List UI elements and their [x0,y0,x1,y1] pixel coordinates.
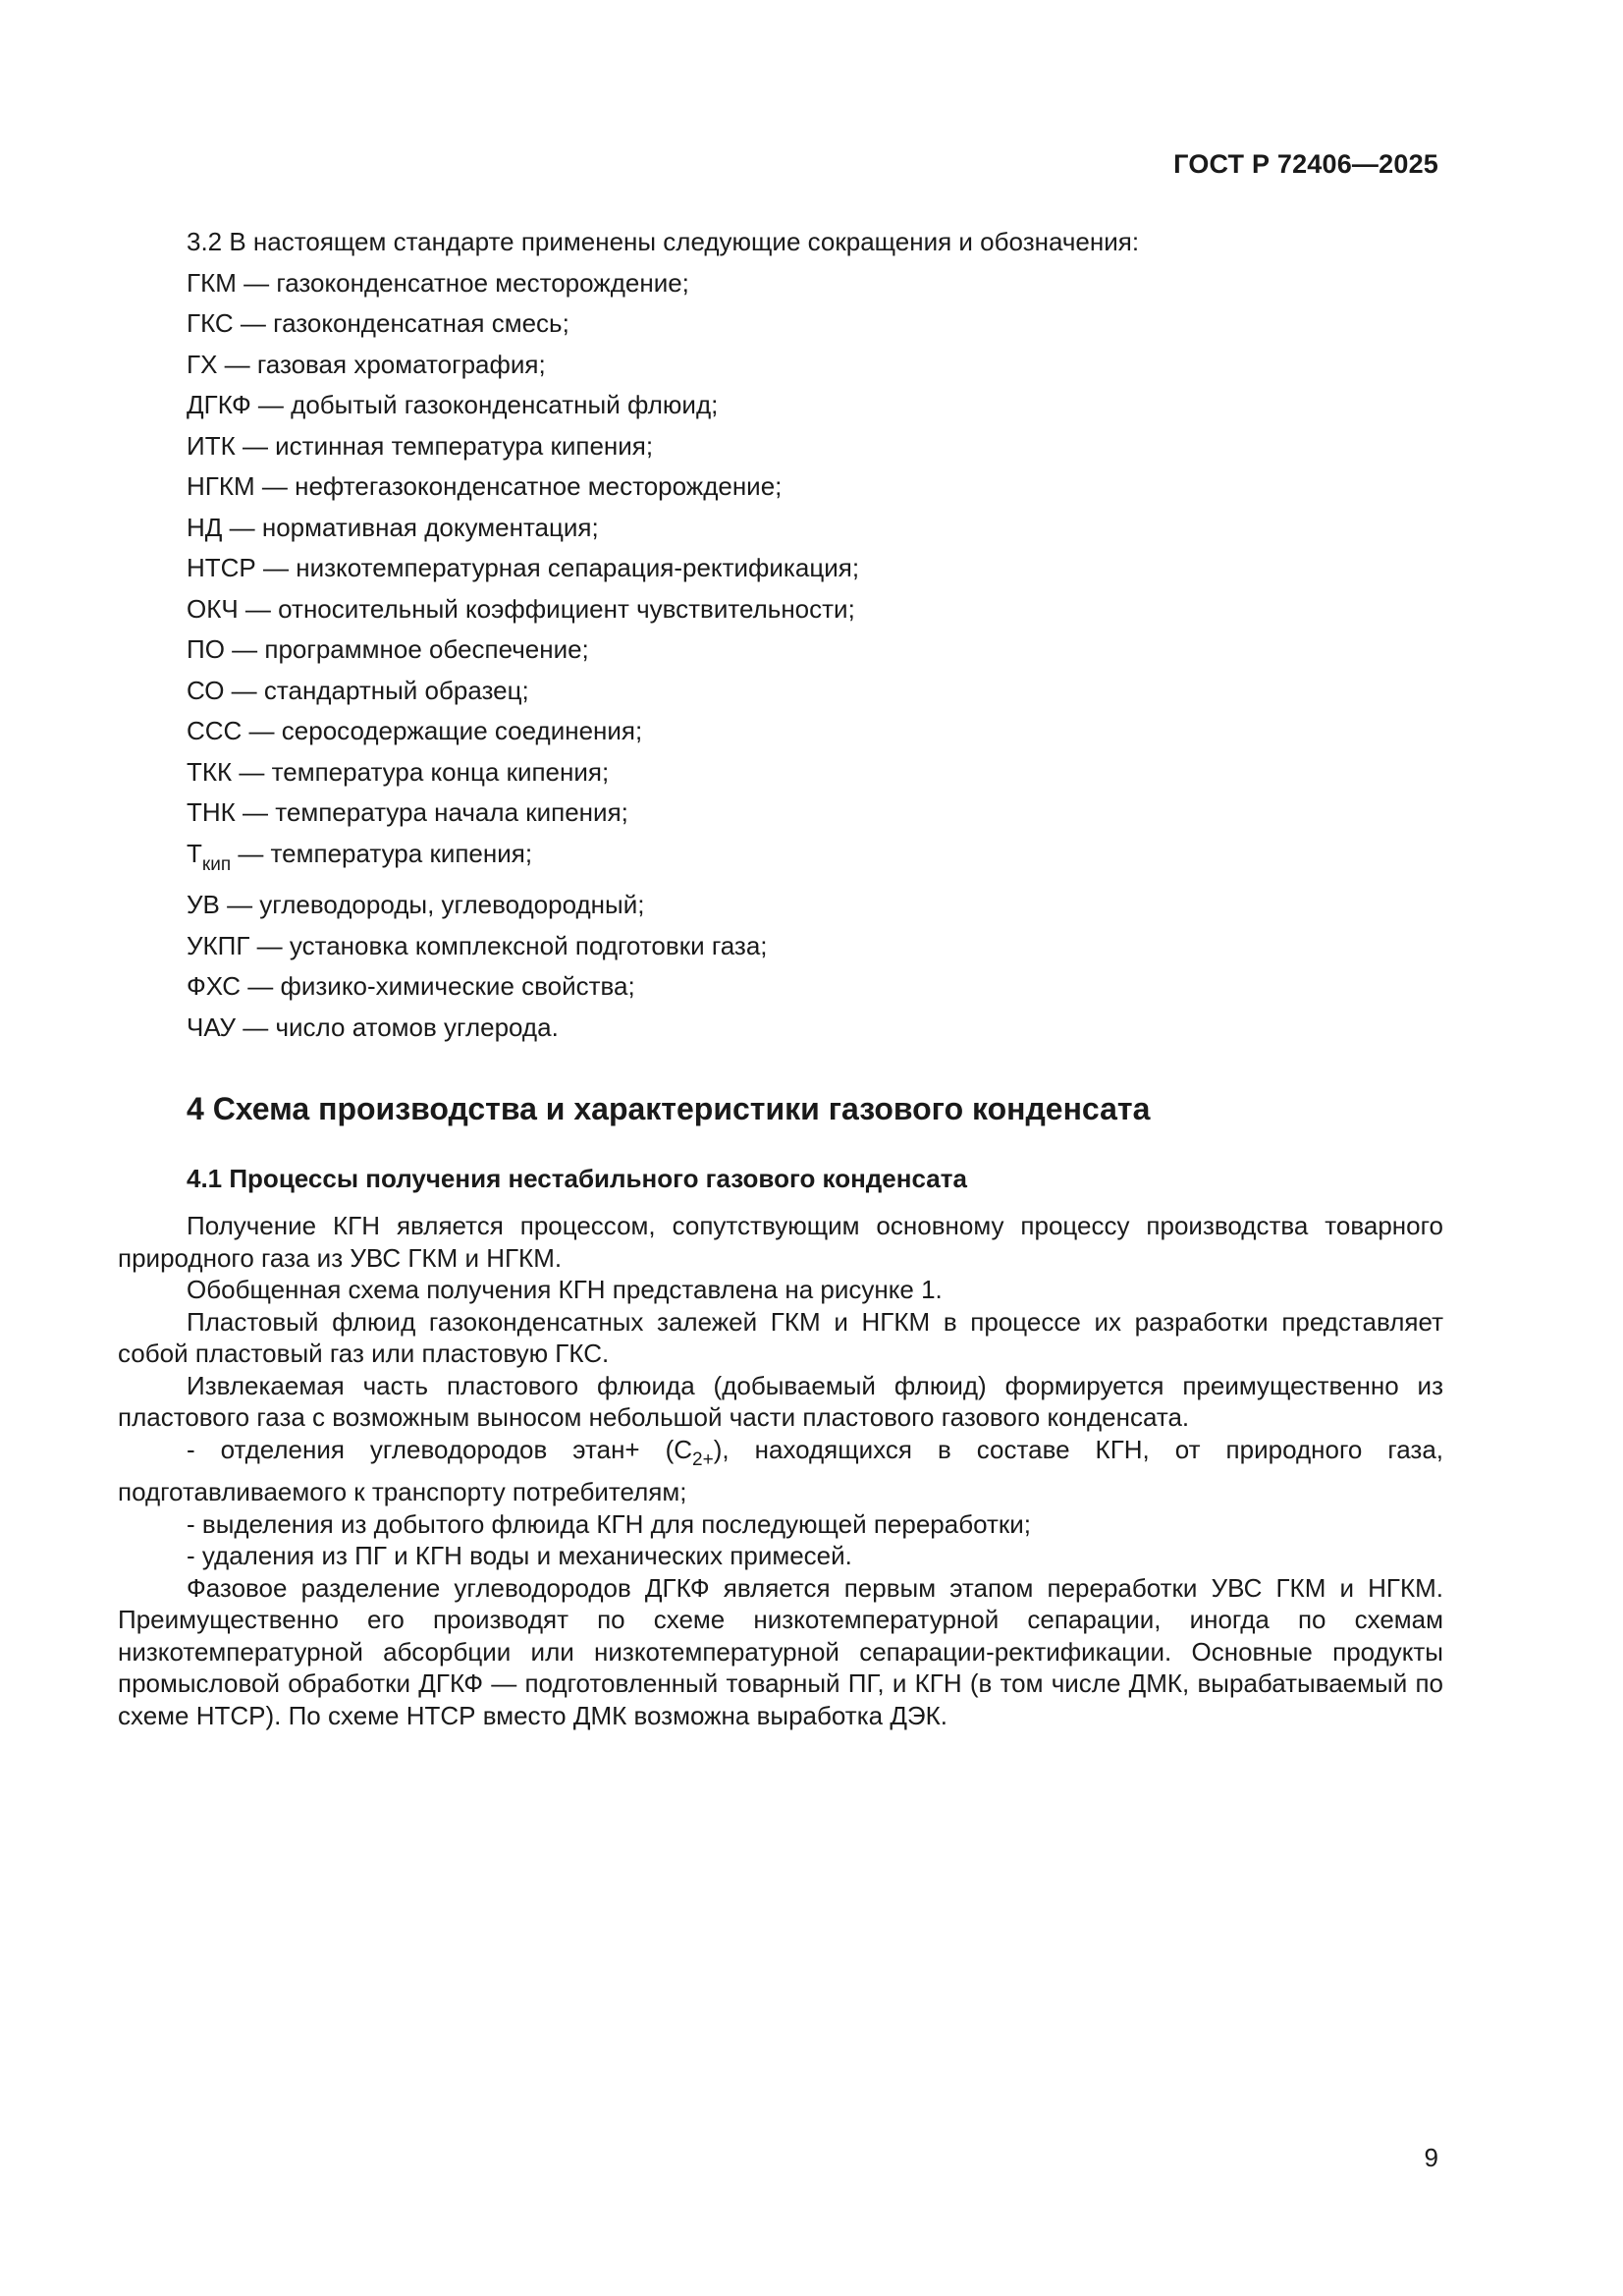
abbreviation-item-tkip [187,834,1453,886]
paragraph: Обобщенная схема получения КГН представлена на рисунке 1. [187,1275,943,1304]
paragraph: Пластовый флюид газоконденсатных залежей ГКМ и НГКМ в процессе их разработки представляет собой пластовый газ или пластовую ГКС. [118,1306,1443,1368]
bullet-text: - отделения углеводородов этан+ (С [187,1434,693,1464]
abbreviation-item: ГКС — газоконденсатная смесь; [187,308,569,338]
subscript: 2+ [692,1449,714,1470]
abbreviation-item: ПО — программное обеспечение; [187,634,589,664]
abbreviation-items [187,263,1453,834]
abbreviation-item: УВ — углеводороды, углеводородный; [187,890,645,919]
bullet-item [118,1434,1443,1508]
section-4-1-body [118,1210,1443,1731]
abbreviation-item: НД — нормативная документация; [187,512,599,542]
abbreviation-items-after [187,885,1453,1048]
bullet-item: - выделения из добытого флюида КГН для последующей переработки; [187,1508,1032,1539]
section-4-1-heading: 4.1 Процессы получения нестабильного газового конденсата [187,1164,967,1193]
abbreviation-item: НТСР — низкотемпературная сепарация-ректификация; [187,553,860,582]
abbreviation-item: ОКЧ — относительный коэффициент чувствительности; [187,593,855,624]
abbreviations-list [187,222,1453,1048]
abbreviation-item: СО — стандартный образец; [187,675,529,705]
section-4-heading: 4 Схема производства и характеристики газового конденсата [187,1091,1151,1126]
abbreviation-item: ЧАУ — число атомов углерода. [187,1011,559,1042]
abbreviation-item: ДГКФ — добытый газоконденсатный флюид; [187,390,719,419]
paragraph: Получение КГН является процессом, сопутствующим основному процессу производства товарного природного газа из УВС ГКМ и НГКМ. [118,1211,1443,1273]
bullet-item: - удаления из ПГ и КГН воды и механических примесей. [187,1541,852,1570]
tkip-definition: — температура кипения; [231,838,533,868]
abbreviation-item: ИТК — истинная температура кипения; [187,430,654,461]
abbreviation-item: УКПГ — установка комплексной подготовки газа; [187,930,768,960]
page-number: 9 [1424,2143,1438,2172]
paragraph: Фазовое разделение углеводородов ДГКФ является первым этапом переработки УВС ГКМ и НГКМ. Преимущественно его производят по схеме низкотемпературной сепарации, иногда по схемам низкотемпературной абсорбции или низкотемпературной сепарации-ректификации. Основные продукты промысловой обработки ДГКФ — подготовленный товарный ПГ, и КГН (в том числе ДМК, вырабатываемый по схеме НТСР). По схеме НТСР вместо ДМК возможна выработка ДЭК. [118,1572,1443,1730]
tkip-subscript: кип [201,853,232,875]
abbreviation-item: ССС — серосодержащие соединения; [187,716,643,745]
tkip-symbol: Т [187,838,202,868]
abbreviation-item: ТНК — температура начала кипения; [187,797,628,827]
abbreviation-item: ТКК — температура конца кипения; [187,756,610,787]
abbreviation-item: ГХ — газовая хроматография; [187,349,546,379]
abbreviation-item: ГКМ — газоконденсатное месторождение; [187,267,689,298]
bullet-text: ), находящихся в составе КГН, от природного газа, подготавливаемого к транспорту потребителям; [118,1434,1444,1506]
abbreviation-item: ФХС — физико-химические свойства; [187,971,635,1001]
abbreviation-item: НГКМ — нефтегазоконденсатное месторождение; [187,471,783,501]
document-header: ГОСТ Р 72406—2025 [1173,149,1438,179]
paragraph: Извлекаемая часть пластового флюида (добываемый флюид) формируется преимущественно из пластового газа с возможным выносом небольшой части пластового газового конденсата. [118,1370,1443,1432]
abbreviations-intro: 3.2 В настоящем стандарте применены следующие сокращения и обозначения: [187,227,1140,256]
